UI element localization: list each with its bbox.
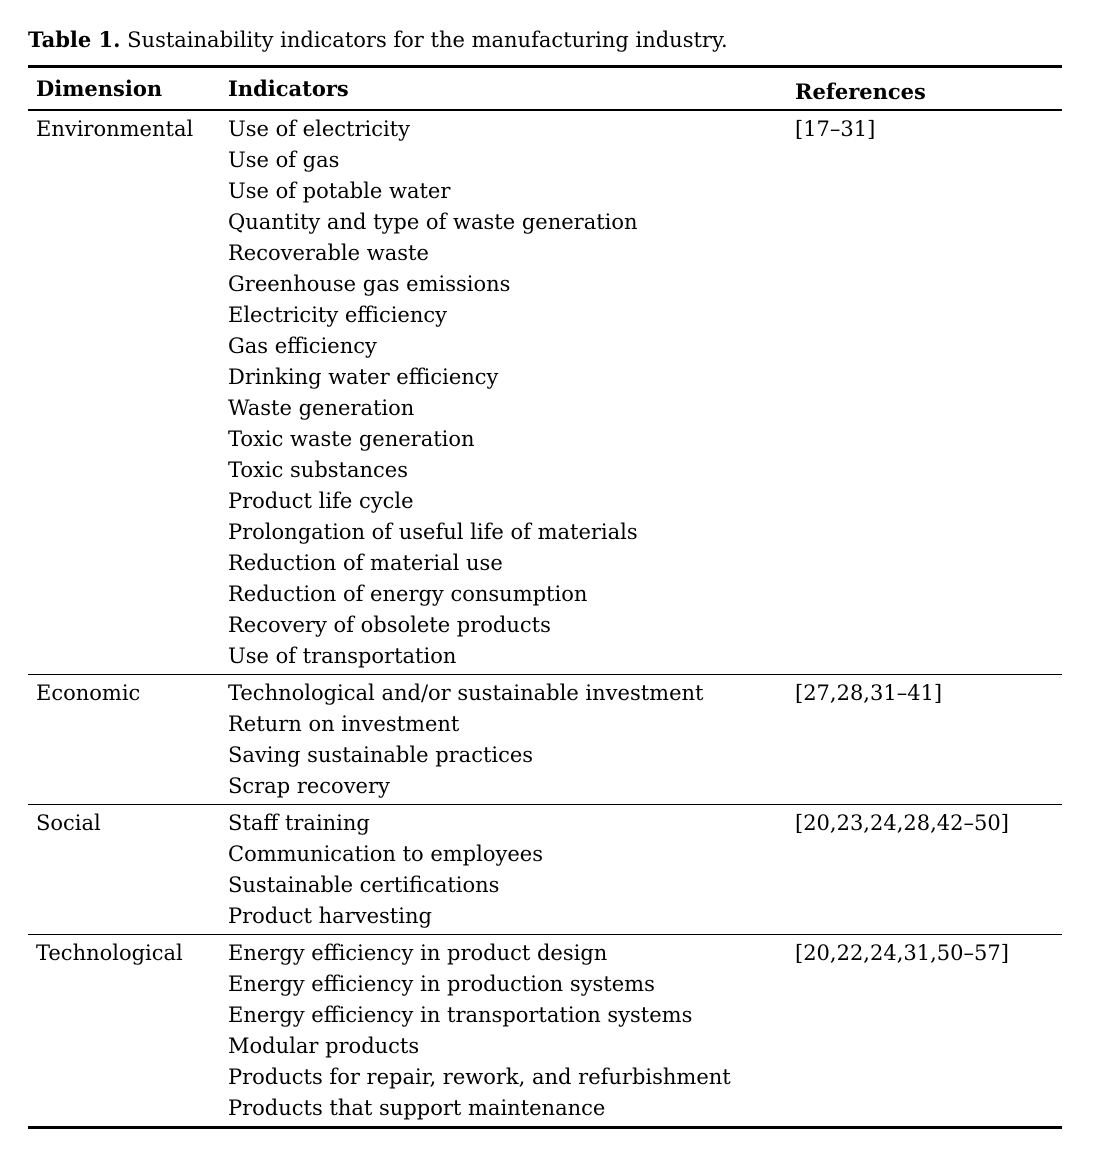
indicator-line: Sustainable certifications xyxy=(228,873,500,897)
dimension-cell: Environmental xyxy=(36,117,194,141)
indicator-line: Use of electricity xyxy=(228,117,410,141)
table-section-row xyxy=(28,675,1062,805)
indicator-line: Quantity and type of waste generation xyxy=(228,210,638,234)
references-cell: [20,22,24,31,50–57] xyxy=(795,941,1009,965)
table-section-row xyxy=(28,805,1062,935)
indicator-line: Toxic substances xyxy=(228,458,408,482)
table-caption-label: Table 1. xyxy=(28,27,121,52)
indicators-cell xyxy=(228,805,795,935)
indicator-line: Product life cycle xyxy=(228,489,414,513)
references-cell: [27,28,31–41] xyxy=(795,681,943,705)
indicators-cell xyxy=(228,675,795,805)
indicator-line: Reduction of energy consumption xyxy=(228,582,588,606)
references-cell: [17–31] xyxy=(795,117,876,141)
indicator-line: Toxic waste generation xyxy=(228,427,475,451)
references-cell: [20,23,24,28,42–50] xyxy=(795,811,1009,835)
indicator-line: Products for repair, rework, and refurbishment xyxy=(228,1065,731,1089)
indicator-line: Use of transportation xyxy=(228,644,457,668)
dimension-cell: Economic xyxy=(36,681,141,705)
indicator-line: Prolongation of useful life of materials xyxy=(228,520,638,544)
indicator-line: Reduction of material use xyxy=(228,551,503,575)
sustainability-indicators-table xyxy=(28,65,1062,1129)
indicator-line: Recoverable waste xyxy=(228,241,429,265)
indicator-line: Staff training xyxy=(228,811,370,835)
indicator-line: Energy efficiency in product design xyxy=(228,941,608,965)
indicator-line: Waste generation xyxy=(228,396,415,420)
indicator-line: Use of gas xyxy=(228,148,340,172)
table-section-row xyxy=(28,935,1062,1128)
dimension-cell: Technological xyxy=(36,941,183,965)
indicator-line: Gas efficiency xyxy=(228,334,377,358)
indicator-line: Energy efficiency in transportation systems xyxy=(228,1003,693,1027)
indicators-cell xyxy=(228,110,795,675)
table-body xyxy=(28,110,1062,1128)
column-header-dimension: Dimension xyxy=(28,67,228,111)
indicator-line: Drinking water efficiency xyxy=(228,365,499,389)
indicator-line: Greenhouse gas emissions xyxy=(228,272,511,296)
indicator-line: Scrap recovery xyxy=(228,774,390,798)
indicator-line: Product harvesting xyxy=(228,904,432,928)
table-caption-text: Sustainability indicators for the manufacturing industry. xyxy=(120,28,728,52)
column-header-indicators: Indicators xyxy=(228,67,795,111)
indicator-line: Energy efficiency in production systems xyxy=(228,972,655,996)
indicator-line: Use of potable water xyxy=(228,179,451,203)
indicators-cell xyxy=(228,935,795,1128)
table-section-row xyxy=(28,110,1062,675)
indicator-line: Technological and/or sustainable investment xyxy=(228,681,704,705)
indicator-line: Return on investment xyxy=(228,712,460,736)
indicator-line: Electricity efficiency xyxy=(228,303,448,327)
column-header-references: References xyxy=(795,67,1062,111)
dimension-cell: Social xyxy=(36,811,101,835)
indicator-line: Recovery of obsolete products xyxy=(228,613,551,637)
table-header-row xyxy=(28,67,1062,111)
indicator-line: Modular products xyxy=(228,1034,420,1058)
table-caption xyxy=(28,26,1093,54)
indicator-line: Saving sustainable practices xyxy=(228,743,534,767)
indicator-line: Communication to employees xyxy=(228,842,543,866)
indicator-line: Products that support maintenance xyxy=(228,1096,606,1120)
